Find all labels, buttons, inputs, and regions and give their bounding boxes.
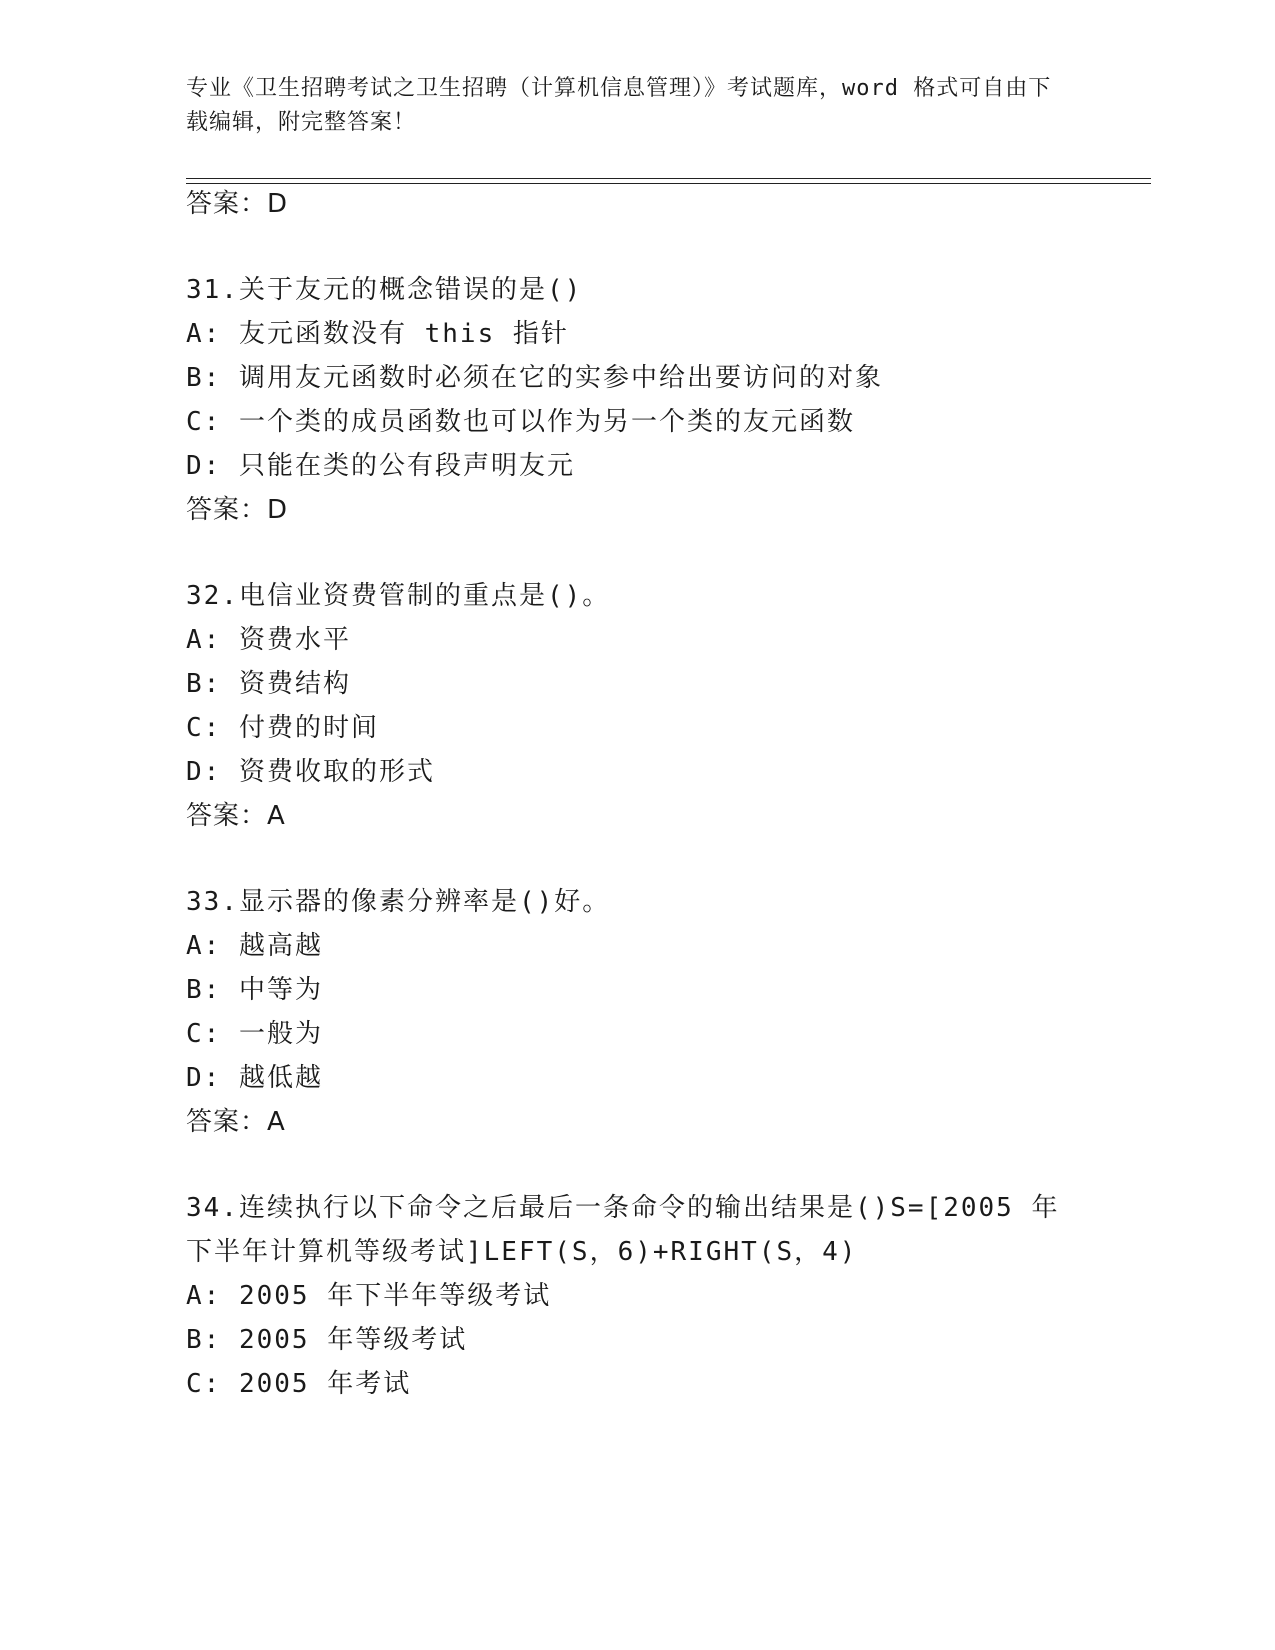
- question-option: C: 一个类的成员函数也可以作为另一个类的友元函数: [186, 407, 855, 437]
- question-option: C: 付费的时间: [186, 713, 379, 743]
- header-divider-bottom: [186, 183, 1151, 184]
- question-answer: 答案：D: [186, 495, 289, 525]
- document-header: 专业《卫生招聘考试之卫生招聘（计算机信息管理）》考试题库，word 格式可自由下载编辑，附完整答案！: [186, 76, 1052, 135]
- question-option: D: 资费收取的形式: [186, 757, 435, 787]
- question-option: A: 资费水平: [186, 625, 351, 655]
- question-option: B: 2005 年等级考试: [186, 1325, 468, 1355]
- question-option: D: 只能在类的公有段声明友元: [186, 451, 575, 481]
- question-option: A: 越高越: [186, 931, 323, 961]
- question-answer: 答案：A: [186, 801, 286, 831]
- question-answer: 答案：A: [186, 1107, 286, 1137]
- question-stem: 34.连续执行以下命令之后最后一条命令的输出结果是()S=[2005 年下半年计算机等级考试]LEFT(S，6)+RIGHT(S，4): [186, 1193, 1060, 1267]
- question-option: C: 2005 年考试: [186, 1369, 412, 1399]
- question-option: A: 2005 年下半年等级考试: [186, 1281, 552, 1311]
- previous-answer: 答案：D: [186, 189, 289, 219]
- header-divider-top: [186, 178, 1151, 179]
- question-option: B: 中等为: [186, 975, 323, 1005]
- question-option: B: 资费结构: [186, 669, 351, 699]
- question-stem: 33.显示器的像素分辨率是()好。: [186, 887, 611, 917]
- question-stem: 31.关于友元的概念错误的是(): [186, 275, 583, 305]
- question-option: B: 调用友元函数时必须在它的实参中给出要访问的对象: [186, 363, 883, 393]
- question-option: A: 友元函数没有 this 指针: [186, 319, 569, 349]
- question-option: C: 一般为: [186, 1019, 323, 1049]
- question-option: D: 越低越: [186, 1063, 323, 1093]
- question-stem: 32.电信业资费管制的重点是()。: [186, 581, 611, 611]
